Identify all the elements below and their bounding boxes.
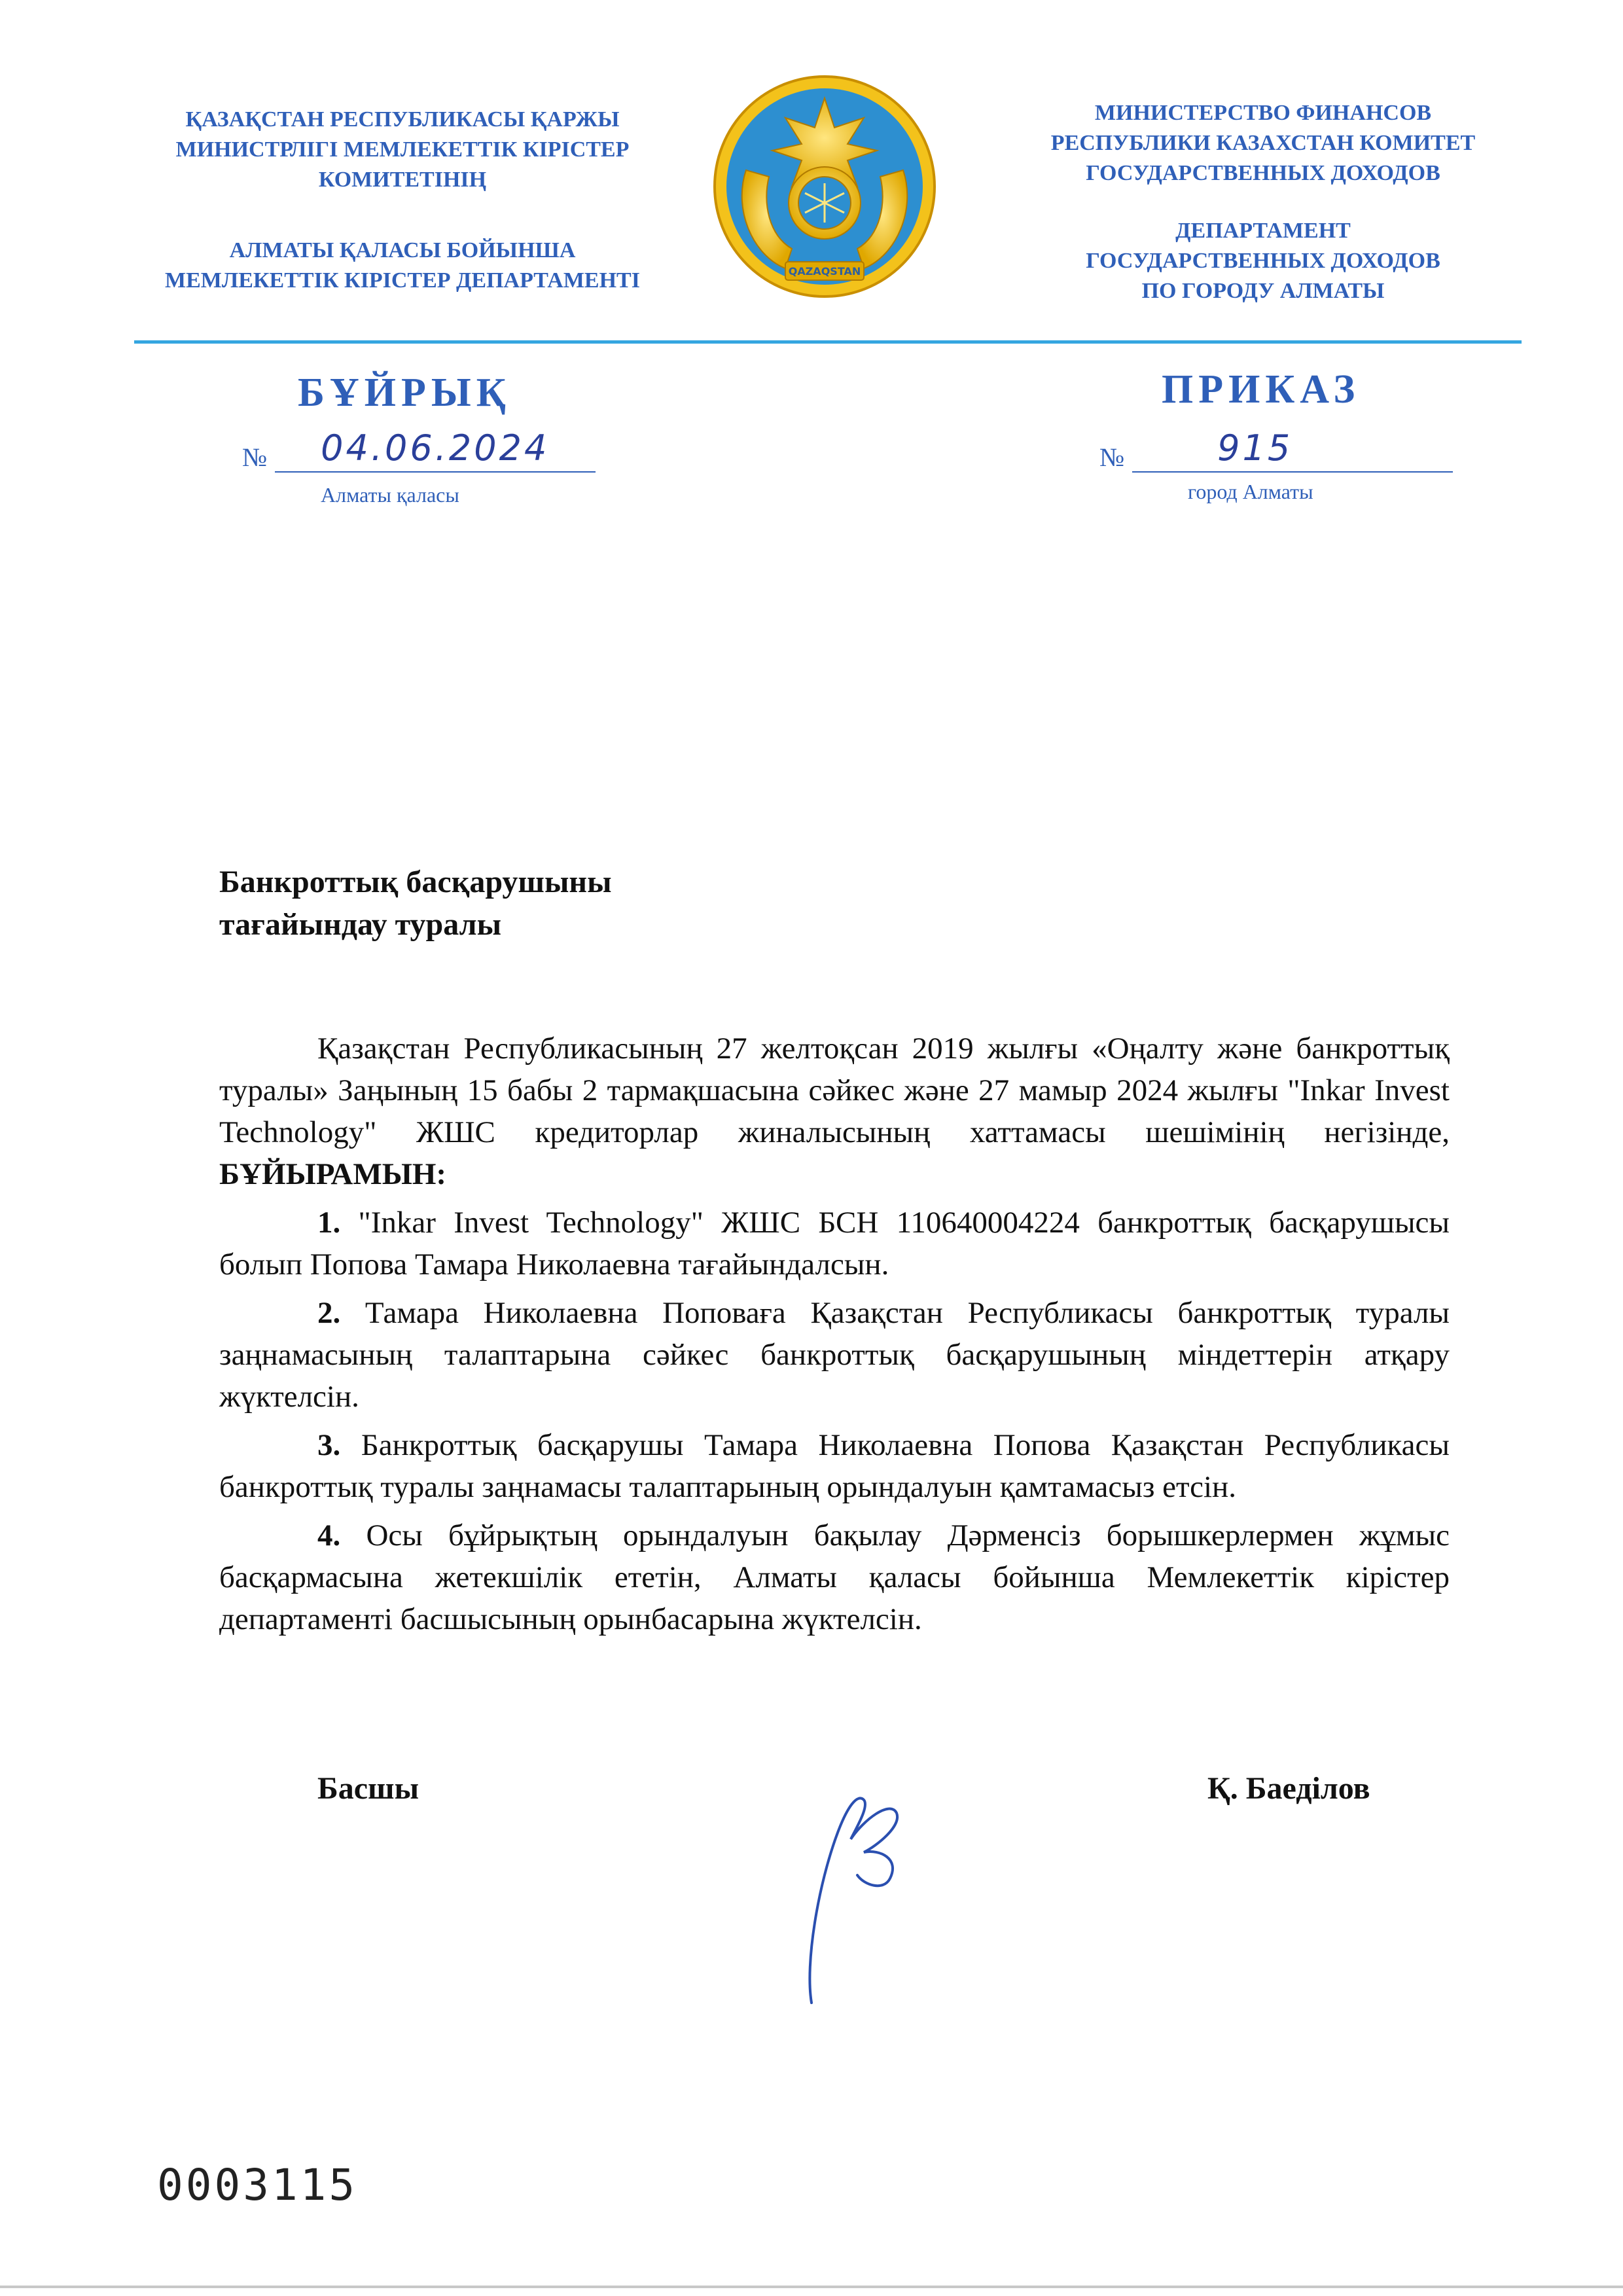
handwritten-number: 915	[1217, 427, 1293, 469]
header-right-line: ПО ГОРОДУ АЛМАТЫ	[1141, 279, 1385, 303]
item-number: 3.	[317, 1428, 341, 1462]
item-number: 4.	[317, 1518, 341, 1552]
order-number-field	[1099, 427, 1453, 473]
body-intro	[219, 1028, 1450, 1195]
order-body	[219, 1028, 1450, 1640]
item-text: Банкроттық басқарушы Тамара Николаевна Попова Қазақстан Республикасы банкроттық туралы заңнамасы талаптарының орындалуын қамтамасыз етсін.	[219, 1428, 1450, 1504]
city-ru: город Алматы	[1188, 480, 1313, 503]
header-left-department	[131, 236, 674, 296]
order-title-kz: БҰЙРЫҚ	[298, 370, 511, 415]
intro-text: Қазақстан Республикасының 27 желтоқсан 2019 жылғы «Оңалту және банкроттық туралы» Заңының 15 бабы 2 тармақшасына сәйкес және 27 мамыр 2024 жылғы "Inkar Invest Technology" ЖШС кредиторлар жиналысының хаттамасы шешімінің негізінде,	[219, 1031, 1450, 1149]
header-right-line: ДЕПАРТАМЕНТ	[1175, 219, 1351, 243]
item-text: Тамара Николаевна Поповаға Қазақстан Республикасы банкроттық туралы заңнамасының талаптарына сәйкес банкроттық басқарушының міндеттерін атқару жүктелсін.	[219, 1296, 1450, 1414]
body-item	[219, 1424, 1450, 1508]
header-right-line: ГОСУДАРСТВЕННЫХ ДОХОДОВ	[1086, 161, 1440, 185]
serial-number: 0003115	[157, 2160, 358, 2210]
header-left-ministry	[131, 105, 674, 195]
header-left-line: МЕМЛЕКЕТТІК КІРІСТЕР ДЕПАРТАМЕНТІ	[165, 268, 640, 293]
number-underline	[1132, 427, 1453, 473]
item-number: 1.	[317, 1206, 341, 1240]
item-text: "Inkar Invest Technology" ЖШС БСН 110640004224 банкроттық басқарушысы болып Попова Тамара Николаевна тағайындалсын.	[219, 1206, 1450, 1282]
intro-bold: БҰЙЫРАМЫН:	[219, 1157, 447, 1191]
header-left-line: АЛМАТЫ ҚАЛАСЫ БОЙЫНША	[229, 238, 576, 262]
header-left-line: МИНИСТРЛІГІ МЕМЛЕКЕТТІК КІРІСТЕР	[175, 137, 630, 162]
body-item	[219, 1292, 1450, 1418]
handwritten-signature-icon	[785, 1754, 929, 2016]
header-right-line: МИНИСТЕРСТВО ФИНАНСОВ	[1094, 101, 1432, 125]
item-number: 2.	[317, 1296, 341, 1330]
order-title-ru: ПРИКАЗ	[1162, 367, 1361, 412]
subject-line: Банкроттық басқарушыны	[219, 865, 612, 899]
number-sign: №	[1099, 442, 1125, 472]
svg-text:QAZAQSTAN: QAZAQSTAN	[788, 265, 861, 278]
state-emblem-icon	[707, 72, 942, 308]
city-kz: Алматы қаласы	[321, 483, 459, 507]
item-text: Осы бұйрықтың орындалуын бақылау Дәрменсіз борышкерлермен жұмыс басқармасына жетекшілік ететін, Алматы қаласы бойынша Мемлекеттік кірістер департаменті басшысының орынбасарына жүктелсін.	[219, 1518, 1450, 1636]
header-right-line: ГОСУДАРСТВЕННЫХ ДОХОДОВ	[1086, 249, 1440, 273]
header-right-line: РЕСПУБЛИКИ КАЗАХСТАН КОМИТЕТ	[1050, 131, 1476, 155]
number-sign: №	[242, 442, 268, 472]
header-left-line: КОМИТЕТІНІҢ	[318, 168, 487, 192]
handwritten-date: 04.06.2024	[321, 427, 550, 469]
header-right-ministry	[1001, 98, 1525, 188]
order-date-field	[242, 427, 596, 473]
header-right-department	[1001, 216, 1525, 306]
page-bottom-edge	[0, 2286, 1623, 2288]
body-item	[219, 1202, 1450, 1285]
order-subject	[219, 861, 612, 946]
signatory-name: Қ. Баеділов	[1207, 1771, 1370, 1806]
signatory-title: Басшы	[317, 1771, 419, 1806]
body-item	[219, 1515, 1450, 1640]
header-divider	[134, 340, 1522, 344]
subject-line: тағайындау туралы	[219, 907, 502, 942]
header-left-line: ҚАЗАҚСТАН РЕСПУБЛИКАСЫ ҚАРЖЫ	[185, 107, 620, 132]
date-underline	[275, 427, 596, 473]
